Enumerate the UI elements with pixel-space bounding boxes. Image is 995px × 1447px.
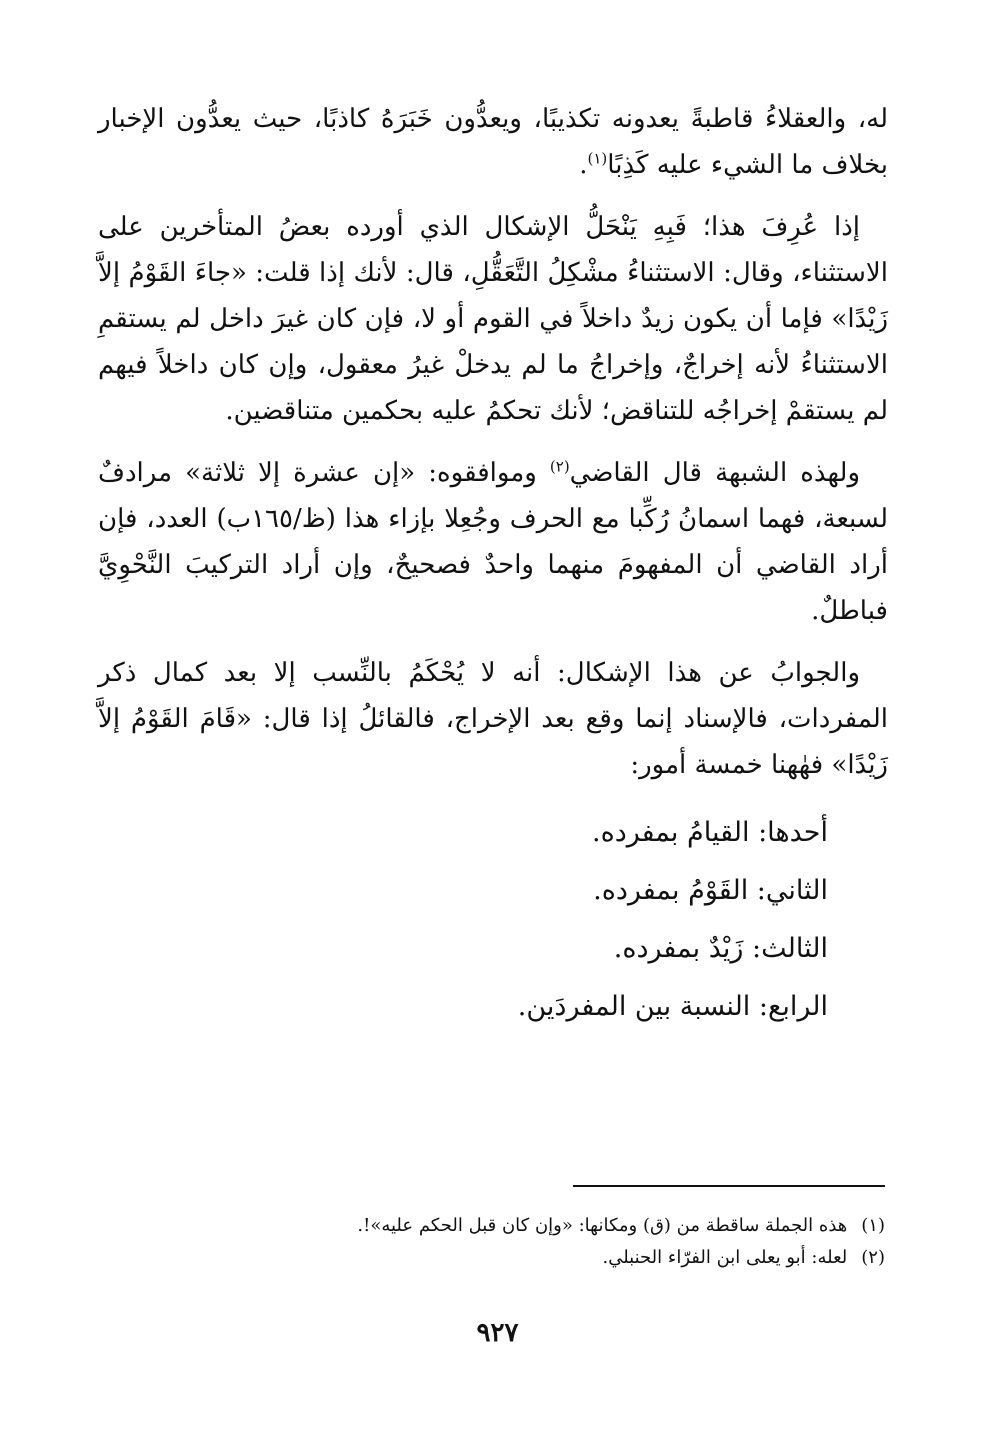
- footnote-ref-2: (٢): [549, 457, 570, 476]
- paragraph-1-text: له، والعقلاءُ قاطبةً يعدونه تكذيبًا، ويعدُّون خَبَرَهُ كاذبًا، حيث يعدُّون الإخبار بخلاف ما الشيء عليه كَذِبًا: [98, 104, 888, 180]
- footnote-separator: [573, 1185, 885, 1187]
- list-item: الثالث: زَيْدٌ بمفرده.: [613, 933, 828, 964]
- list-item: أحدها: القيامُ بمفرده.: [592, 817, 828, 848]
- paragraph-2-text: إذا عُرِفَ هذا؛ فَبِهِ يَنْحَلُّ الإشكال الذي أورده بعضُ المتأخرين على الاستثناء، وقال: الاستثناءُ مشْكِلُ التَّعَقُّلِ، قال: لأنك إذا قلت: «جاءَ القَوْمُ إلاَّ زَيْدًا» فإما أن يكون زيدٌ داخلاً في القوم أو لا، فإن كان غيرَ داخل لم يستقمِ الاستثناءُ لأنه إخراجٌ، وإخراجُ ما لم يدخلْ غيرُ معقول، وإن كان داخلاً فيهم لم يستقمْ إخراجُه للتناقض؛ لأنك تحكمُ عليه بحكمين متناقضين.: [98, 212, 888, 426]
- paragraph-2: [98, 204, 888, 434]
- list-item: الثاني: القَوْمُ بمفرده.: [593, 875, 828, 906]
- footnote-ref-1: (١): [587, 149, 608, 168]
- paragraph-3: [98, 450, 888, 634]
- footnote-text: لعله: أبو يعلى ابن الفرّاء الحنبلي.: [602, 1247, 848, 1268]
- paragraph-1: [98, 96, 888, 188]
- five-matters-list: [98, 804, 888, 1036]
- footnote-1: [98, 1210, 885, 1242]
- list-item: الرابع: النسبة بين المفردَين.: [517, 991, 828, 1022]
- footnote-number: (٢): [861, 1247, 885, 1268]
- footnote-number: (١): [861, 1215, 885, 1236]
- paragraph-3-text: ولهذه الشبهة قال القاضي: [569, 458, 860, 488]
- page-body: [98, 96, 888, 1036]
- paragraph-3-rest: وموافقوه: «إن عشرة إلا ثلاثة» مرادفٌ لسبعة، فهما اسمانُ رُكِّبا مع الحرف وجُعِلا بإزاء هذا (ظ/١٦٥ب) العدد، فإن أراد القاضي أن المفهومَ منهما واحدٌ فصحيحٌ، وإن أراد التركيبَ النَّحْوِيَّ فباطلٌ.: [98, 458, 888, 626]
- footnote-2: [98, 1242, 885, 1274]
- paragraph-1-end: .: [579, 150, 588, 180]
- paragraph-4: [98, 650, 888, 788]
- paragraph-4-text: والجوابُ عن هذا الإشكال: أنه لا يُحْكَمُ بالنِّسب إلا بعد كمال ذكر المفردات، فالإسناد إنما وقع بعد الإخراج، فالقائلُ إذا قال: «قَامَ القَوْمُ إلاَّ زَيْدًا» فهٰهنا خمسة أمور:: [98, 658, 888, 780]
- footnote-text: هذه الجملة ساقطة من (ق) ومكانها: «وإن كان قبل الحكم عليه»!.: [357, 1215, 848, 1236]
- page-number: ٩٢٧: [476, 1318, 519, 1348]
- footnotes: [98, 1210, 885, 1274]
